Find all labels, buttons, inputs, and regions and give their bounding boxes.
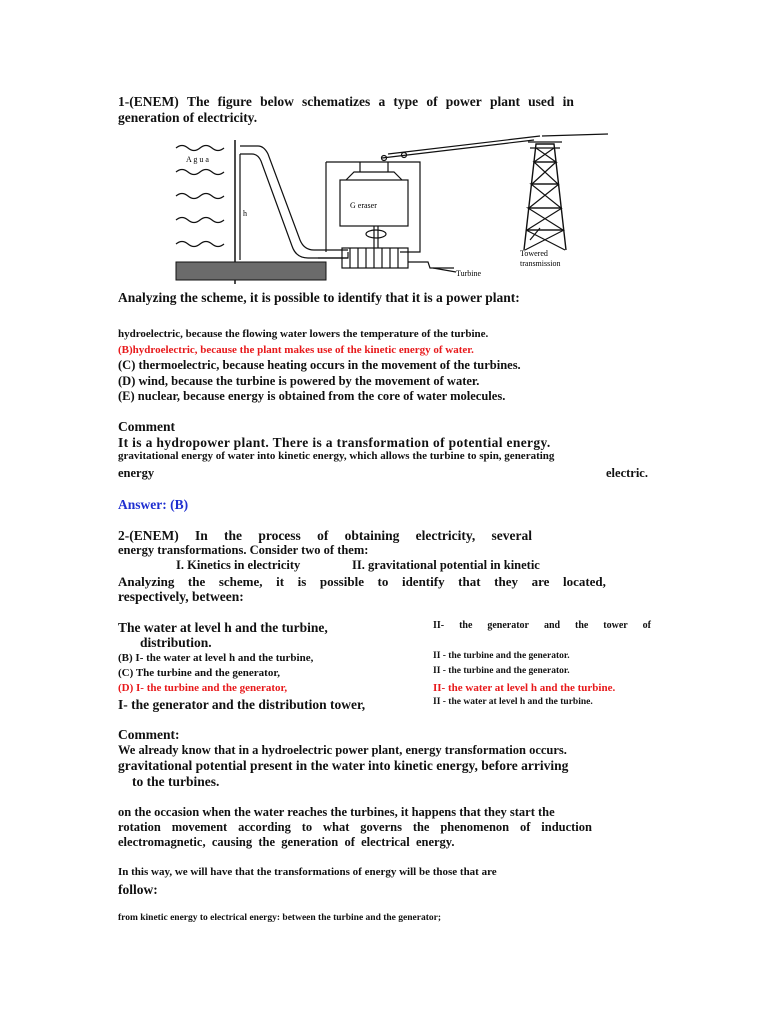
title-word: of xyxy=(317,528,329,543)
comment-word: phenomenon xyxy=(440,820,510,834)
prompt-word: they xyxy=(494,574,518,589)
prompt-word: scheme, xyxy=(218,574,263,589)
title-word: used xyxy=(528,94,555,109)
q2-option-a-left-2: distribution. xyxy=(140,635,212,650)
title-word: in xyxy=(562,94,574,109)
q1-title-line2: generation of electricity. xyxy=(118,110,258,125)
comment-word: rotation xyxy=(118,820,161,834)
prompt-word: the xyxy=(187,574,206,589)
title-word: In xyxy=(195,528,208,543)
option-word: II- xyxy=(433,620,445,631)
option-word: and xyxy=(543,620,561,631)
q1-title-line1 xyxy=(118,94,574,110)
q2-comment-line1: We already know that in a hydroelectric power plant, energy transformation occurs. xyxy=(118,743,567,757)
title-word: below xyxy=(260,94,294,109)
prompt-word: located, xyxy=(562,574,606,589)
option-word: the xyxy=(459,620,473,631)
label-tower: Towered xyxy=(520,249,548,258)
power-plant-figure xyxy=(168,128,608,284)
prompt-word: are xyxy=(531,574,550,589)
prompt-word: possible xyxy=(319,574,364,589)
water-wave xyxy=(176,170,224,175)
title-word: several xyxy=(491,528,532,543)
q1-option-e: (E) nuclear, because energy is obtained from the core of water molecules. xyxy=(118,389,506,403)
q1-prompt: Analyzing the scheme, it is possible to identify that it is a power plant: xyxy=(118,290,520,305)
q2-comment-line8: follow: xyxy=(118,882,158,897)
q2-option-b-right: II - the turbine and the generator. xyxy=(433,651,570,661)
prompt-word: identify xyxy=(401,574,445,589)
option-word: generator xyxy=(487,620,529,631)
q2-option-e-left: I- the generator and the distribution tower, xyxy=(118,697,366,712)
comment-word: governs xyxy=(360,820,402,834)
q2-option-c-left: (C) The turbine and the generator, xyxy=(118,667,280,679)
title-word: electricity, xyxy=(415,528,476,543)
q2-prompt-line1 xyxy=(118,574,606,590)
title-word: power xyxy=(445,94,482,109)
q1-option-b: (B)hydroelectric, because the plant makes use of the kinetic energy of water. xyxy=(118,344,474,356)
q2-option-e-right: II - the water at level h and the turbine. xyxy=(433,697,593,707)
title-word: figure xyxy=(217,94,252,109)
q2-option-d-right: II- the water at level h and the turbine. xyxy=(433,682,616,694)
q2-comment-line2: gravitational potential present in the water into kinetic energy, before arriving xyxy=(118,758,569,773)
prompt-word: Analyzing xyxy=(118,574,175,589)
water-wave xyxy=(176,194,224,199)
water-wave xyxy=(176,146,224,151)
q2-comment-line9: from kinetic energy to electrical energy: between the turbine and the generator; xyxy=(118,913,441,923)
water-wave xyxy=(176,242,224,247)
option-word: tower xyxy=(603,620,628,631)
q2-comment-line6: electromagnetic, causing the generation of electrical energy. xyxy=(118,835,455,849)
q2-title-line1 xyxy=(118,528,532,544)
q2-option-d-left: (D) I- the turbine and the generator, xyxy=(118,682,288,694)
q1-comment-heading: Comment xyxy=(118,419,175,434)
q2-comment-line7: In this way, we will have that the transformations of energy will be those that are xyxy=(118,866,497,878)
prompt-word: it xyxy=(276,574,285,589)
q2-comment-line5 xyxy=(118,820,592,835)
comment-word: the xyxy=(412,820,430,834)
title-word: 2-(ENEM) xyxy=(118,528,179,543)
option-word: of xyxy=(642,620,651,631)
label-h: h xyxy=(243,209,247,218)
q2-option-a-right xyxy=(433,620,651,631)
title-word: plant xyxy=(489,94,520,109)
comment-word: of xyxy=(519,820,531,834)
q2-comment-line3: to the turbines. xyxy=(132,774,220,789)
q2-prompt-line2: respectively, between: xyxy=(118,589,244,604)
comment-word: to xyxy=(301,820,313,834)
label-generator: G eraser xyxy=(350,201,377,210)
q2-item-i: I. Kinetics in electricity xyxy=(176,558,301,572)
title-word: schematizes xyxy=(302,94,371,109)
q1-comment-line3-left: energy xyxy=(118,466,155,480)
q2-comment-heading: Comment: xyxy=(118,727,180,742)
label-turbine: Turbine xyxy=(456,269,482,278)
q2-option-a-left: The water at level h and the turbine, xyxy=(118,620,328,635)
q1-comment-line2: gravitational energy of water into kinetic energy, which allows the turbine to spin, generating xyxy=(118,450,555,462)
q1-option-c: (C) thermoelectric, because heating occurs in the movement of the turbines. xyxy=(118,358,521,372)
title-word: 1-(ENEM) xyxy=(118,94,179,109)
title-word: process xyxy=(258,528,301,543)
title-word: type xyxy=(393,94,419,109)
prompt-word: to xyxy=(377,574,389,589)
title-word: a xyxy=(378,94,386,109)
title-word: of xyxy=(426,94,438,109)
label-tower-2: transmission xyxy=(520,259,561,268)
title-word: the xyxy=(224,528,243,543)
comment-word: according xyxy=(238,820,291,834)
comment-word: movement xyxy=(171,820,228,834)
q2-item-ii: II. gravitational potential in kinetic xyxy=(352,558,540,572)
q1-option-a: hydroelectric, because the flowing water lowers the temperature of the turbine. xyxy=(118,328,489,340)
label-agua: A g u a xyxy=(186,155,209,164)
q2-option-b-left: (B) I- the water at level h and the turbine, xyxy=(118,652,314,664)
dam-foundation xyxy=(176,262,326,280)
q1-answer: Answer: (B) xyxy=(118,497,189,512)
q1-comment-line3-right: electric. xyxy=(606,466,648,480)
prompt-word: that xyxy=(458,574,481,589)
water-wave xyxy=(176,218,224,223)
option-word: the xyxy=(575,620,589,631)
q1-comment-line1: It is a hydropower plant. There is a transformation of potential energy. xyxy=(118,435,551,450)
comment-word: what xyxy=(323,820,350,834)
comment-word: induction xyxy=(541,820,592,834)
q2-option-c-right: II - the turbine and the generator. xyxy=(433,666,570,676)
prompt-word: is xyxy=(297,574,307,589)
q2-comment-line4: on the occasion when the water reaches the turbines, it happens that they start the xyxy=(118,805,555,819)
title-word: The xyxy=(186,94,210,109)
q2-title-line2: energy transformations. Consider two of them: xyxy=(118,543,369,557)
title-word: obtaining xyxy=(344,528,400,543)
q1-option-d: (D) wind, because the turbine is powered by the movement of water. xyxy=(118,374,480,388)
